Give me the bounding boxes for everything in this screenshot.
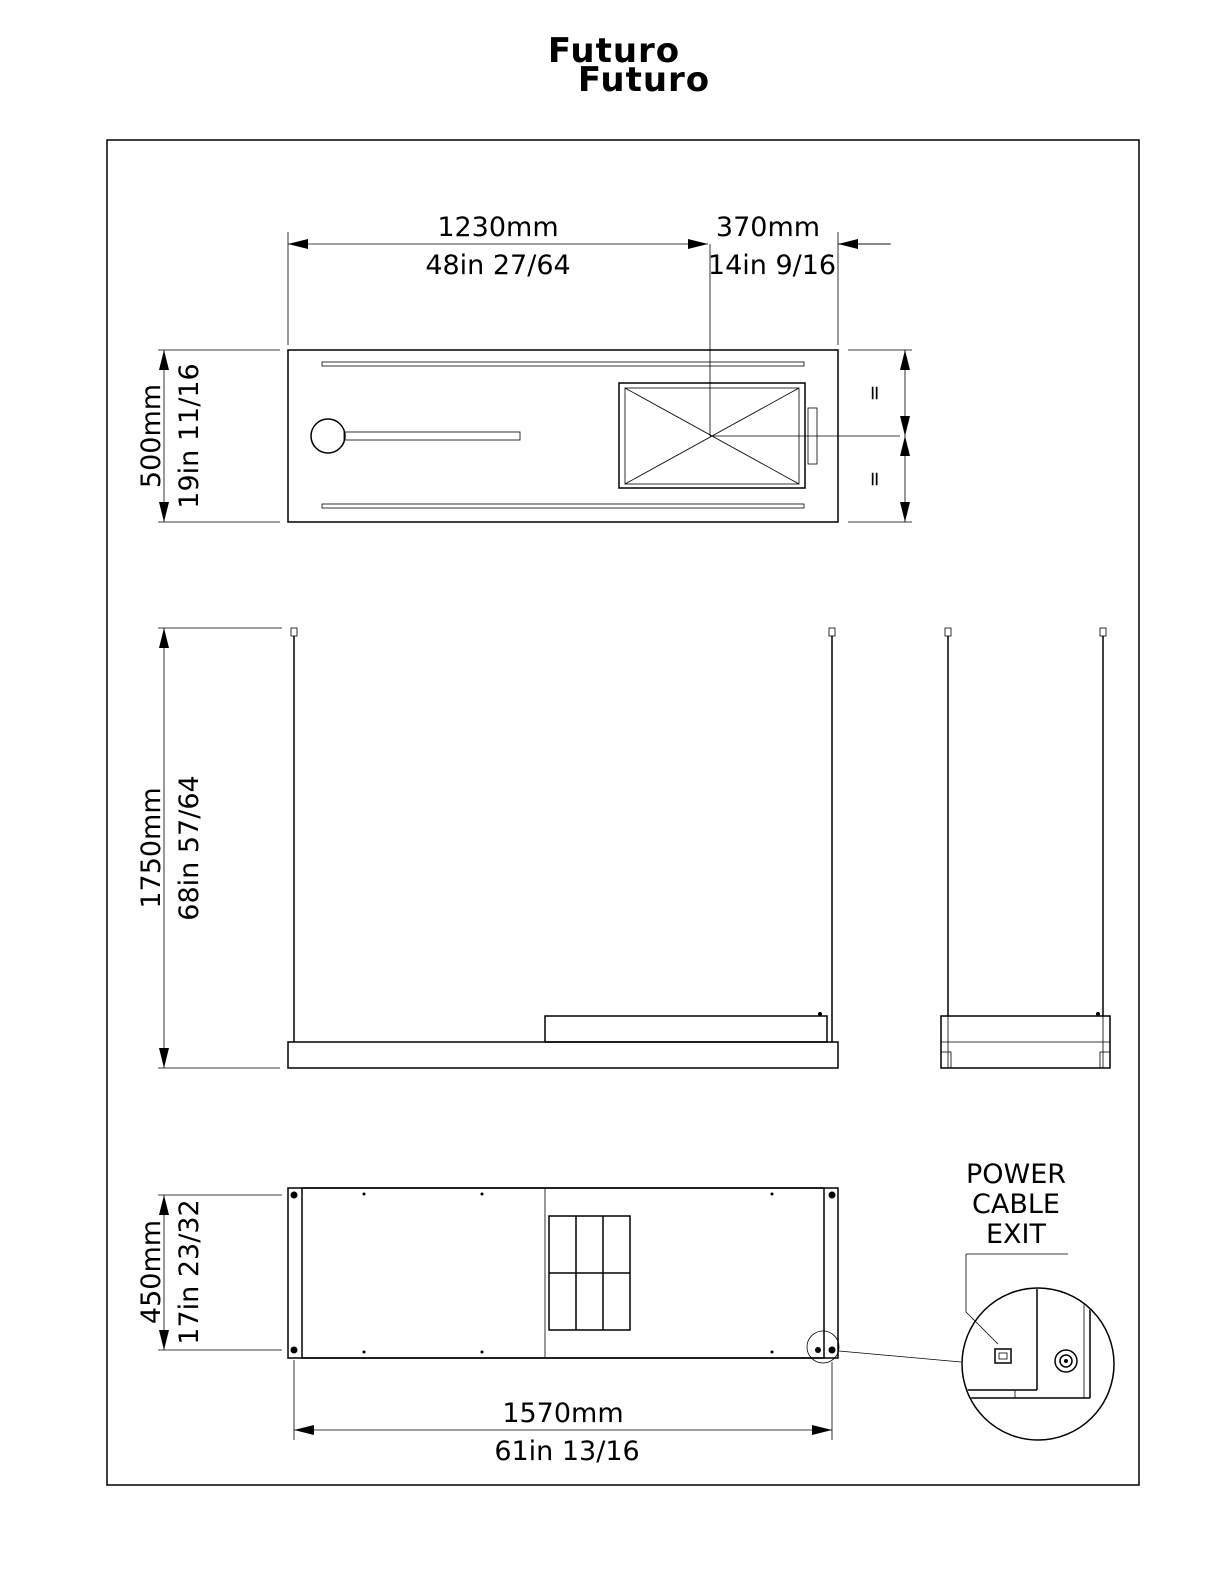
- side-view: [941, 628, 1110, 1068]
- width-offset-mm: 370mm: [715, 212, 821, 243]
- top-view: [136, 212, 912, 522]
- length-in: 61in 13/16: [494, 1436, 640, 1467]
- width-main-in: 48in 27/64: [425, 250, 571, 281]
- front-view: [136, 628, 838, 1068]
- round-handle: [311, 419, 345, 453]
- length-mm: 1570mm: [502, 1398, 624, 1429]
- vent-grid: [549, 1216, 630, 1330]
- drawing-frame: [107, 140, 1139, 1485]
- detail-label-line-3: EXIT: [985, 1219, 1047, 1250]
- brand-logo: [548, 31, 710, 100]
- detail-circle: [962, 1288, 1114, 1440]
- width-offset-in: 14in 9/16: [707, 250, 837, 281]
- brand-line-2: Futuro: [577, 60, 711, 100]
- height-mm: 1750mm: [136, 787, 167, 909]
- burner-housing: [545, 1016, 827, 1042]
- power-cable-detail: [960, 1159, 1114, 1440]
- height-in: 68in 57/64: [174, 775, 205, 921]
- bottom-depth-in: 17in 23/32: [174, 1199, 205, 1345]
- detail-label-line-2: CABLE: [972, 1189, 1060, 1220]
- equal-mark-lower: =: [862, 470, 886, 488]
- depth-in: 19in 11/16: [174, 363, 205, 509]
- detail-label-line-1: POWER: [965, 1159, 1067, 1190]
- equal-mark-upper: =: [862, 384, 886, 402]
- front-view-body: [288, 1042, 838, 1068]
- bottom-depth-mm: 450mm: [136, 1219, 167, 1325]
- width-main-mm: 1230mm: [437, 212, 559, 243]
- bottom-view: [136, 1188, 961, 1467]
- power-cable-exit-icon: [995, 1349, 1011, 1363]
- depth-mm: 500mm: [136, 383, 167, 489]
- brand-line-1: Futuro: [547, 31, 681, 71]
